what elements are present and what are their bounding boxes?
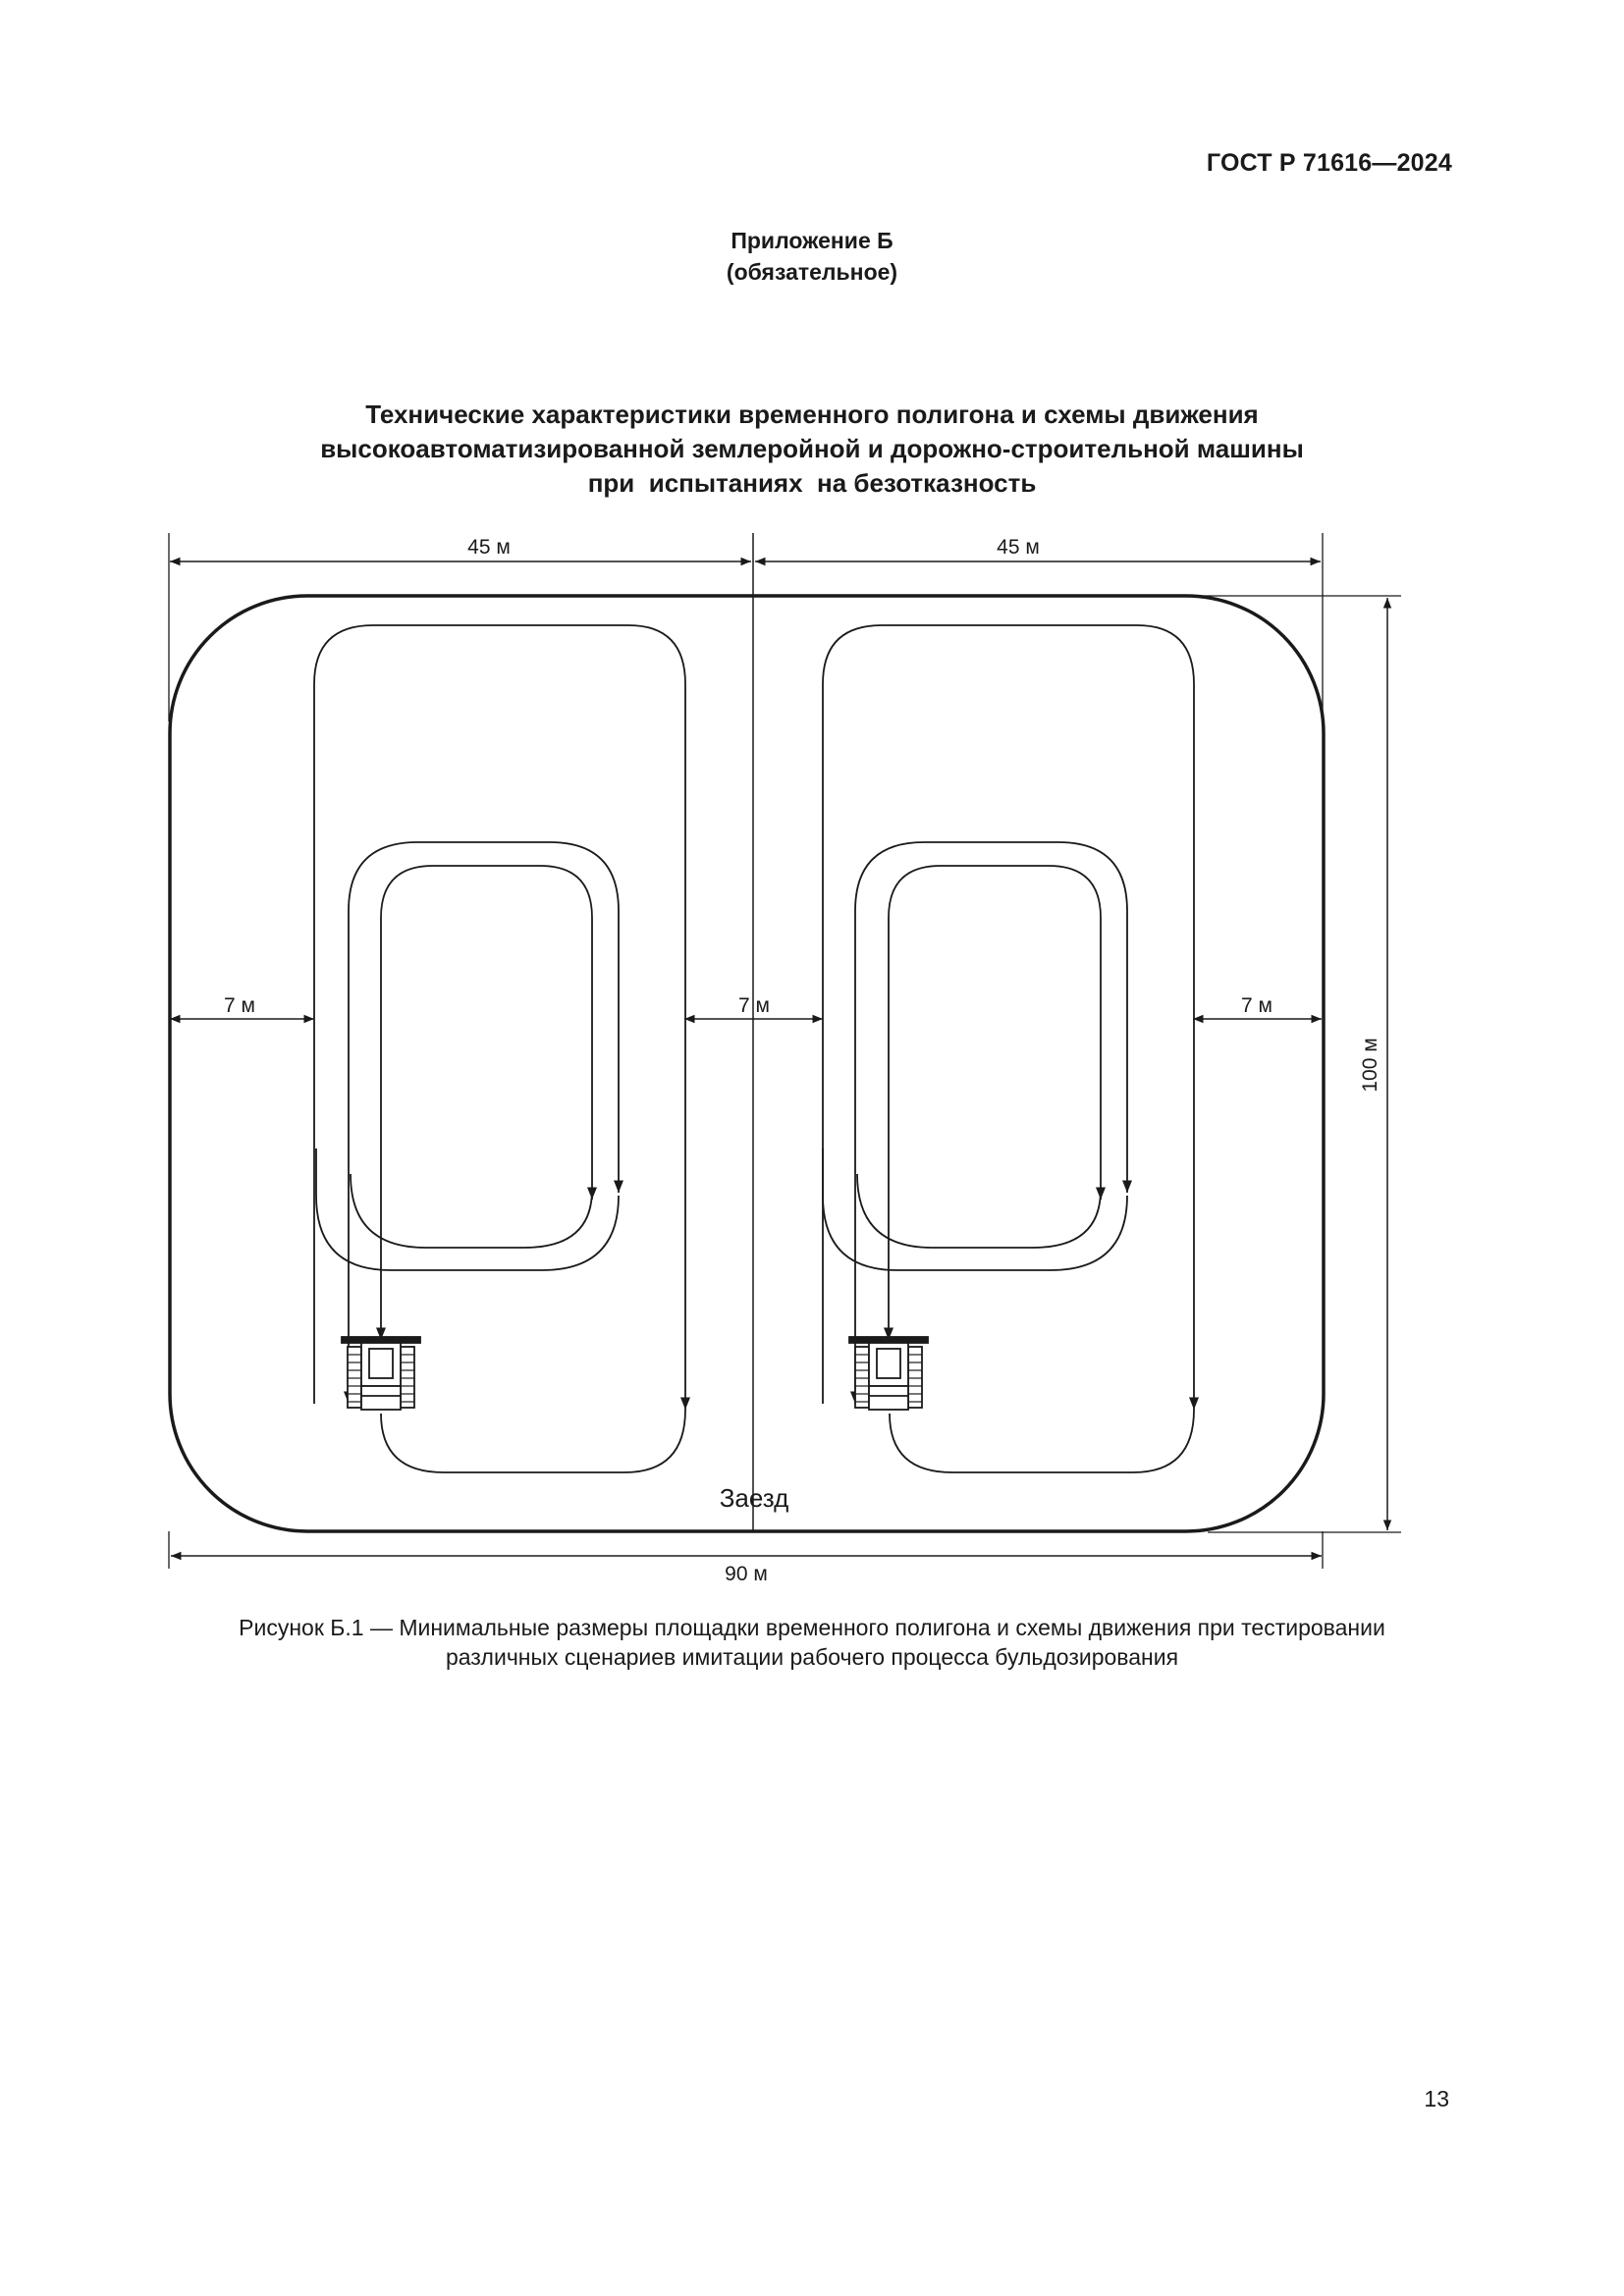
section-title-line-2: высокоавтоматизированной землеройной и дорожно-строительной машины xyxy=(320,434,1304,463)
page-number: 13 xyxy=(1424,2086,1449,2111)
entry-label: Заезд xyxy=(719,1483,789,1513)
ground-boundary xyxy=(170,596,1324,1531)
dimension-label-left-gap: 7 м xyxy=(224,994,255,1017)
route-loop-left-outer xyxy=(349,842,619,1404)
route-outer-right xyxy=(823,625,1194,1410)
dimension-label-height: 100 м xyxy=(1359,1038,1381,1093)
section-title-line-1: Технические характеристики временного полигона и схемы движения xyxy=(365,400,1259,429)
dimension-label-middle-gap: 7 м xyxy=(738,994,770,1017)
route-loop-right-outer xyxy=(855,842,1127,1404)
route-return-left xyxy=(381,1410,685,1472)
route-loop-right-inner-bottom xyxy=(857,1174,1101,1248)
figure-caption-line-2: различных сценариев имитации рабочего процесса бульдозирования xyxy=(445,1644,1179,1670)
figure-caption-line-1: Рисунок Б.1 — Минимальные размеры площадки временного полигона и схемы движения при тестировании xyxy=(239,1615,1385,1640)
bulldozer-icon xyxy=(849,1337,928,1410)
route-return-right xyxy=(890,1410,1194,1472)
dimension-label-left-half: 45 м xyxy=(467,536,511,559)
section-title-line-3: при испытаниях на безотказность xyxy=(587,468,1037,498)
figure-caption xyxy=(0,1613,1624,1672)
appendix-title: Приложение Б xyxy=(731,228,893,253)
route-loop-left-outer-bottom xyxy=(316,1148,619,1270)
appendix-status: (обязательное) xyxy=(726,259,898,285)
route-loop-left-inner-bottom xyxy=(351,1174,592,1248)
standard-number: ГОСТ Р 71616—2024 xyxy=(1206,149,1452,177)
dimension-label-right-half: 45 м xyxy=(997,536,1040,559)
dimension-label-width: 90 м xyxy=(725,1563,768,1585)
dimension-label-right-gap: 7 м xyxy=(1241,994,1272,1017)
bulldozer-icon xyxy=(342,1337,420,1410)
route-loop-right-outer-bottom xyxy=(823,1148,1127,1270)
route-outer-left xyxy=(314,625,685,1410)
